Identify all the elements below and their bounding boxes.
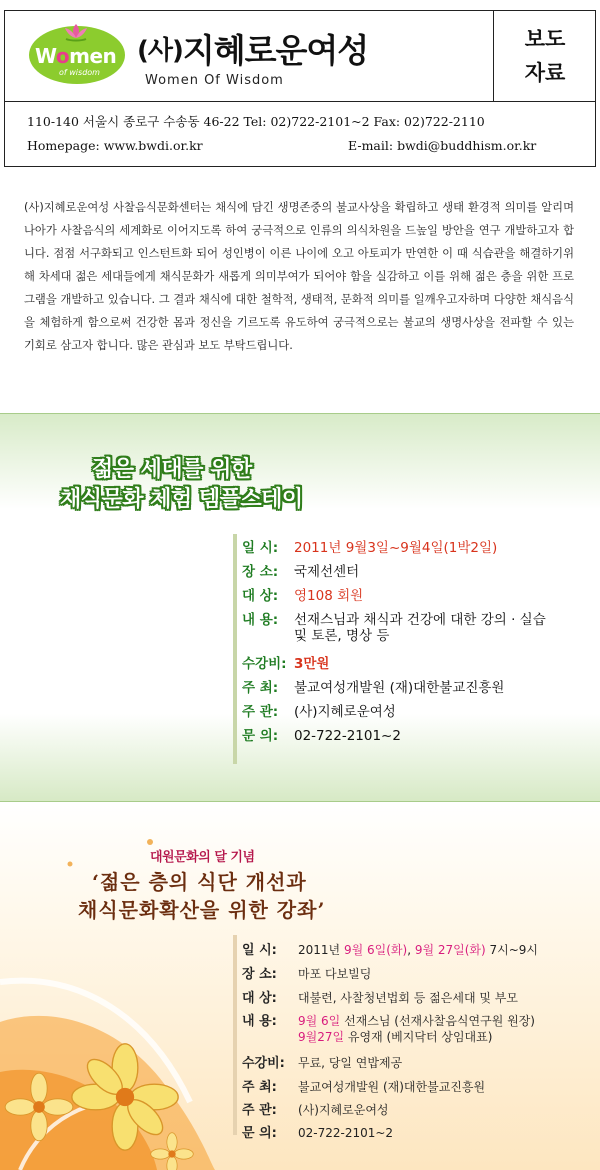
lecture-content: 내 용: 9월 6일 선재스님 (선재사찰음식연구원 원장) [242,1014,535,1029]
flower-icon [4,1072,74,1142]
organization-english-name: Women Of Wisdom [145,73,284,88]
templestay-content-cont: 및 토론, 명상 등 [294,628,390,644]
address-line: 110-140 서울시 종로구 수송동 46-22 Tel: 02)722-2101~2 Fax: 02)722-2110 [27,114,485,129]
templestay-announcement [0,413,600,802]
lecture-subtitle: 대원문화의 달 기념 [150,850,255,865]
press-label-line1: 보도 [524,27,566,51]
lecture-organizer: 주 관: (사)지혜로운여성 [242,1103,389,1118]
lecture-content-cont: 9월27일 유영재 (베지닥터 상임대표) [298,1030,493,1044]
templestay-date: 일 시: 2011년 9월3일~9월4일(1박2일) [242,540,498,556]
templestay-organizer: 주 관: (사)지혜로운여성 [242,704,396,720]
lecture-fee: 수강비: 무료, 당일 연밥제공 [242,1056,403,1071]
lotus-icon [61,22,91,42]
templestay-content: 내 용: 선재스님과 채식과 건강에 대한 강의 · 실습 [242,612,546,628]
lecture-title-line1: ‘젊은 층의 식단 개선과 [92,870,307,894]
lecture-place: 장 소: 마포 다보빌딩 [242,967,372,982]
lecture-announcement [0,802,600,1170]
homepage-link[interactable]: Homepage: www.bwdi.or.kr [27,138,203,153]
lecture-contact: 문 의: 02-722-2101~2 [242,1126,394,1141]
press-label-line2: 자료 [524,61,566,85]
letterhead-top [5,11,595,102]
letterhead [4,10,596,167]
flower-icon [150,1132,194,1170]
logo-subtitle: of wisdom [59,68,100,77]
templestay-place: 장 소: 국제선센터 [242,564,360,580]
lecture-target: 대 상: 대불련, 사찰청년법회 등 젊은세대 및 부모 [242,991,518,1006]
templestay-host: 주 최: 불교여성개발원 (재)대한불교진흥원 [242,680,505,696]
templestay-title-line1: 젊은 세대를 위한 [92,457,252,482]
intro-paragraph: (사)지혜로운여성 사찰음식문화센터는 채식에 담긴 생명존중의 불교사상을 확립하고 생태 환경적 의미를 알리며 나아가 사찰음식의 세계화로 이어지도록 하여 궁극적으로 인류의 의식차원을 드높일 방안을 연구 개발하고자 합니다. 점점 서구화되고 인스턴트화 되어 성인병이 이른 나이에 오고 아토피가 만연한 이 때 식습관을 해결하기위해 차세대 젊은 세대들에게 채식문화가 새롭게 의미부여가 되어야 함을 실감하고 이를 위해 젊은 층을 위한 프로그램을 개발하고 있습니다. 그 결과 채식에 대한 철학적, 생태적, 문화적 의미를 일깨우고자하며 다양한 채식음식을 체험하게 함으로써 건강한 몸과 정신을 기르도록 유도하여 궁극적으로는 불교의 생명사상을 전파할 수 있는 기회로 삼고자 합니다. 많은 관심과 보도 부탁드립니다. [24,201,574,352]
templestay-title-line2: 채식문화 체험 템플스테이 [60,487,303,512]
details-divider [233,935,237,1135]
organization-name: (사)지혜로운여성 [137,31,369,70]
templestay-target: 대 상: 영108 회원 [242,588,364,604]
lecture-host: 주 최: 불교여성개발원 (재)대한불교진흥원 [242,1080,486,1095]
press-release-label [493,11,596,101]
details-divider [233,534,237,764]
email-link[interactable]: E-mail: bwdi@buddhism.or.kr [348,138,537,153]
templestay-fee: 수강비: 3만원 [242,656,330,672]
organization-logo [29,22,125,86]
logo-wordmark: Women [35,44,117,68]
templestay-contact: 문 의: 02-722-2101~2 [242,728,401,744]
lecture-title-line2: 채식문화확산을 위한 강좌’ [78,898,326,922]
lecture-date: 일 시: 2011년 9월 6일(화), 9월 27일(화) 7시~9시 [242,943,539,958]
